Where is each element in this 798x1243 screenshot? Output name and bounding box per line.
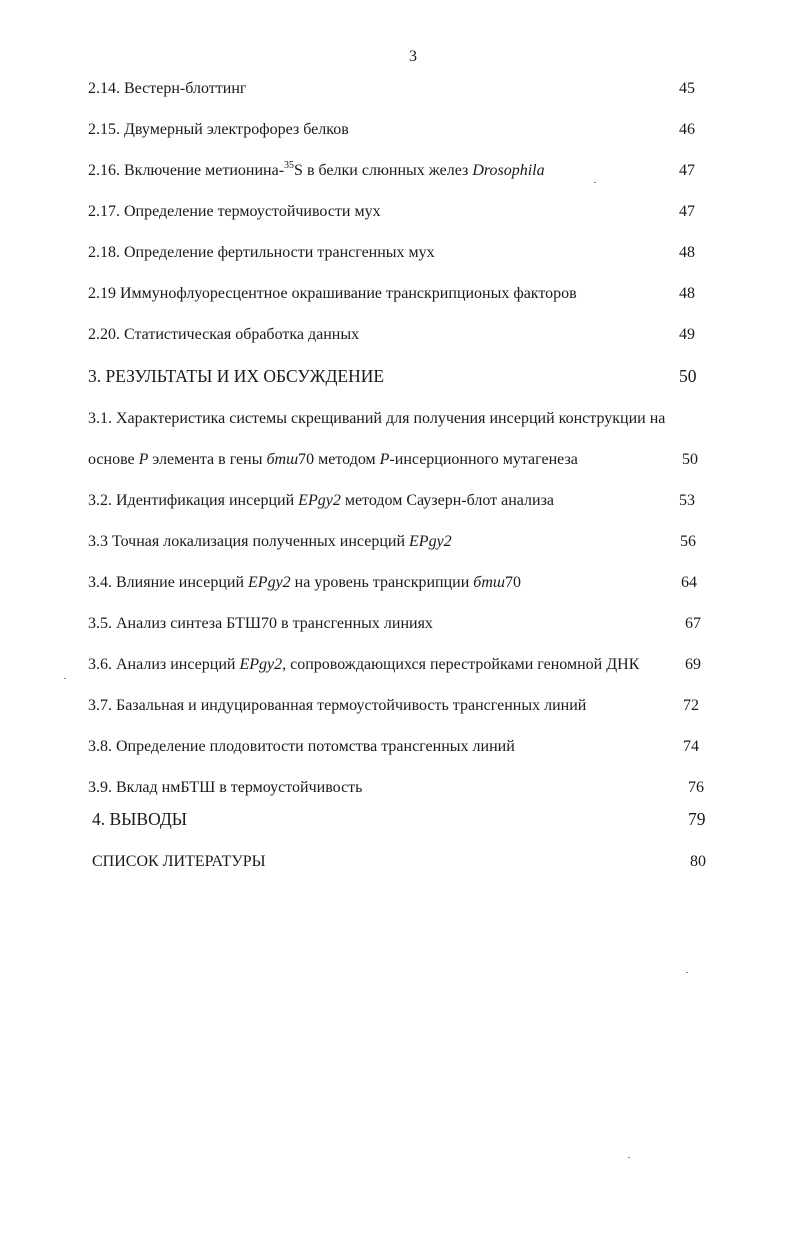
toc-entry-3-1-part-a: основе — [88, 451, 139, 468]
toc-page-3: 50 — [679, 366, 697, 386]
toc-entry-2-17: 2.17. Определение термоустойчивости мух — [88, 203, 381, 220]
toc-entry-2-16-sup: 35 — [284, 160, 295, 171]
toc-page-3-9: 76 — [688, 779, 704, 796]
toc-entry-3-9: 3.9. Вклад нмБТШ в термоустойчивость — [88, 779, 363, 796]
toc-entry-2-18: 2.18. Определение фертильности трансгенных мух — [88, 244, 435, 261]
toc-entry-3-1-part-c: элемента в гены — [148, 451, 267, 468]
toc-entry-3-6-text: 3.6. Анализ инсерций — [88, 656, 240, 673]
scan-speck — [64, 678, 66, 679]
toc-entry-3-2-text-post: методом Саузерн-блот анализа — [340, 492, 554, 509]
toc-entry-3-4-part-a: 3.4. Влияние инсерций — [88, 574, 249, 591]
toc-entry-2-16-italic: Drosophila — [472, 162, 545, 179]
toc-page-2-15: 46 — [679, 121, 695, 138]
toc-page-3-2: 53 — [679, 492, 695, 509]
toc-page-2-18: 48 — [679, 244, 695, 261]
toc-entry-3-3 — [88, 532, 452, 552]
toc-entry-2-16-text: 2.16. Включение метионина- — [88, 162, 285, 179]
toc-entry-3-1-line1: 3.1. Характеристика системы скрещиваний для получения инсерций конструкции на — [88, 410, 666, 427]
toc-entry-2-16-text-post: S в белки слюнных желез — [294, 162, 473, 179]
toc-entry-3-4-part-c: на уровень транскрипции — [290, 574, 474, 591]
toc-entry-3-1-part-g: -инсерционного мутагенеза — [389, 451, 578, 468]
toc-entry-3-4 — [88, 573, 521, 593]
toc-entry-3-2 — [88, 491, 554, 511]
toc-entry-literature: СПИСОК ЛИТЕРАТУРЫ — [92, 853, 266, 870]
toc-entry-3: 3. РЕЗУЛЬТАТЫ И ИХ ОБСУЖДЕНИЕ — [88, 366, 385, 386]
toc-page-3-1: 50 — [682, 451, 698, 468]
toc-entry-3-4-part-e: 70 — [504, 574, 521, 591]
scan-speck — [686, 972, 688, 973]
toc-entry-3-1-part-f: Р — [379, 451, 390, 468]
page-number: 3 — [409, 48, 417, 65]
toc-entry-3-8: 3.8. Определение плодовитости потомства трансгенных линий — [88, 738, 515, 755]
scan-speck — [628, 1157, 630, 1158]
toc-entry-3-2-italic: EPgy2 — [298, 492, 341, 509]
toc-page-3-7: 72 — [683, 697, 699, 714]
toc-page-3-4: 64 — [681, 574, 697, 591]
toc-entry-3-3-text: 3.3 Точная локализация полученных инсерций — [88, 533, 410, 550]
toc-page-2-17: 47 — [679, 203, 695, 220]
toc-page-3-8: 74 — [683, 738, 699, 755]
toc-page-2-16: 47 — [679, 162, 695, 179]
toc-page-2-14: 45 — [679, 80, 695, 97]
toc-page-4: 79 — [688, 809, 706, 829]
toc-entry-3-6-italic: EPgy2 — [239, 656, 283, 673]
toc-entry-2-19: 2.19 Иммунофлуоресцентное окрашивание транскрипционых факторов — [88, 285, 577, 302]
toc-entry-3-2-text: 3.2. Идентификация инсерций — [88, 492, 299, 509]
toc-entry-4: 4. ВЫВОДЫ — [92, 809, 188, 829]
toc-entry-3-6-text-post: , сопровождающихся перестройками геномной ДНК — [282, 656, 640, 673]
toc-entry-3-1-part-e: 70 методом — [298, 451, 380, 468]
toc-entry-2-14: 2.14. Вестерн-блоттинг — [88, 80, 247, 97]
toc-entry-3-1-part-b: Р — [138, 451, 149, 468]
scan-speck — [594, 182, 596, 183]
toc-page-literature: 80 — [690, 853, 706, 870]
toc-entry-3-6 — [88, 655, 639, 675]
toc-entry-3-7: 3.7. Базальная и индуцированная термоустойчивость трансгенных линий — [88, 697, 587, 714]
toc-entry-2-15: 2.15. Двумерный электрофорез белков — [88, 121, 349, 138]
toc-page-2-20: 49 — [679, 326, 695, 343]
toc-entry-2-16 — [88, 161, 545, 181]
toc-page-3-5: 67 — [685, 615, 701, 632]
toc-page-3-6: 69 — [685, 656, 701, 673]
toc-entry-3-4-part-d: бтш — [473, 574, 505, 591]
toc-entry-3-4-part-b: EPgy2 — [248, 574, 291, 591]
toc-entry-3-5: 3.5. Анализ синтеза БТШ70 в трансгенных линиях — [88, 615, 433, 632]
toc-page-3-3: 56 — [680, 533, 696, 550]
toc-entry-3-1-part-d: бтш — [266, 451, 299, 468]
toc-entry-3-1-line2 — [88, 450, 578, 470]
toc-page-2-19: 48 — [679, 285, 695, 302]
toc-entry-2-20: 2.20. Статистическая обработка данных — [88, 326, 360, 343]
toc-entry-3-3-italic: EPgy2 — [409, 533, 452, 550]
